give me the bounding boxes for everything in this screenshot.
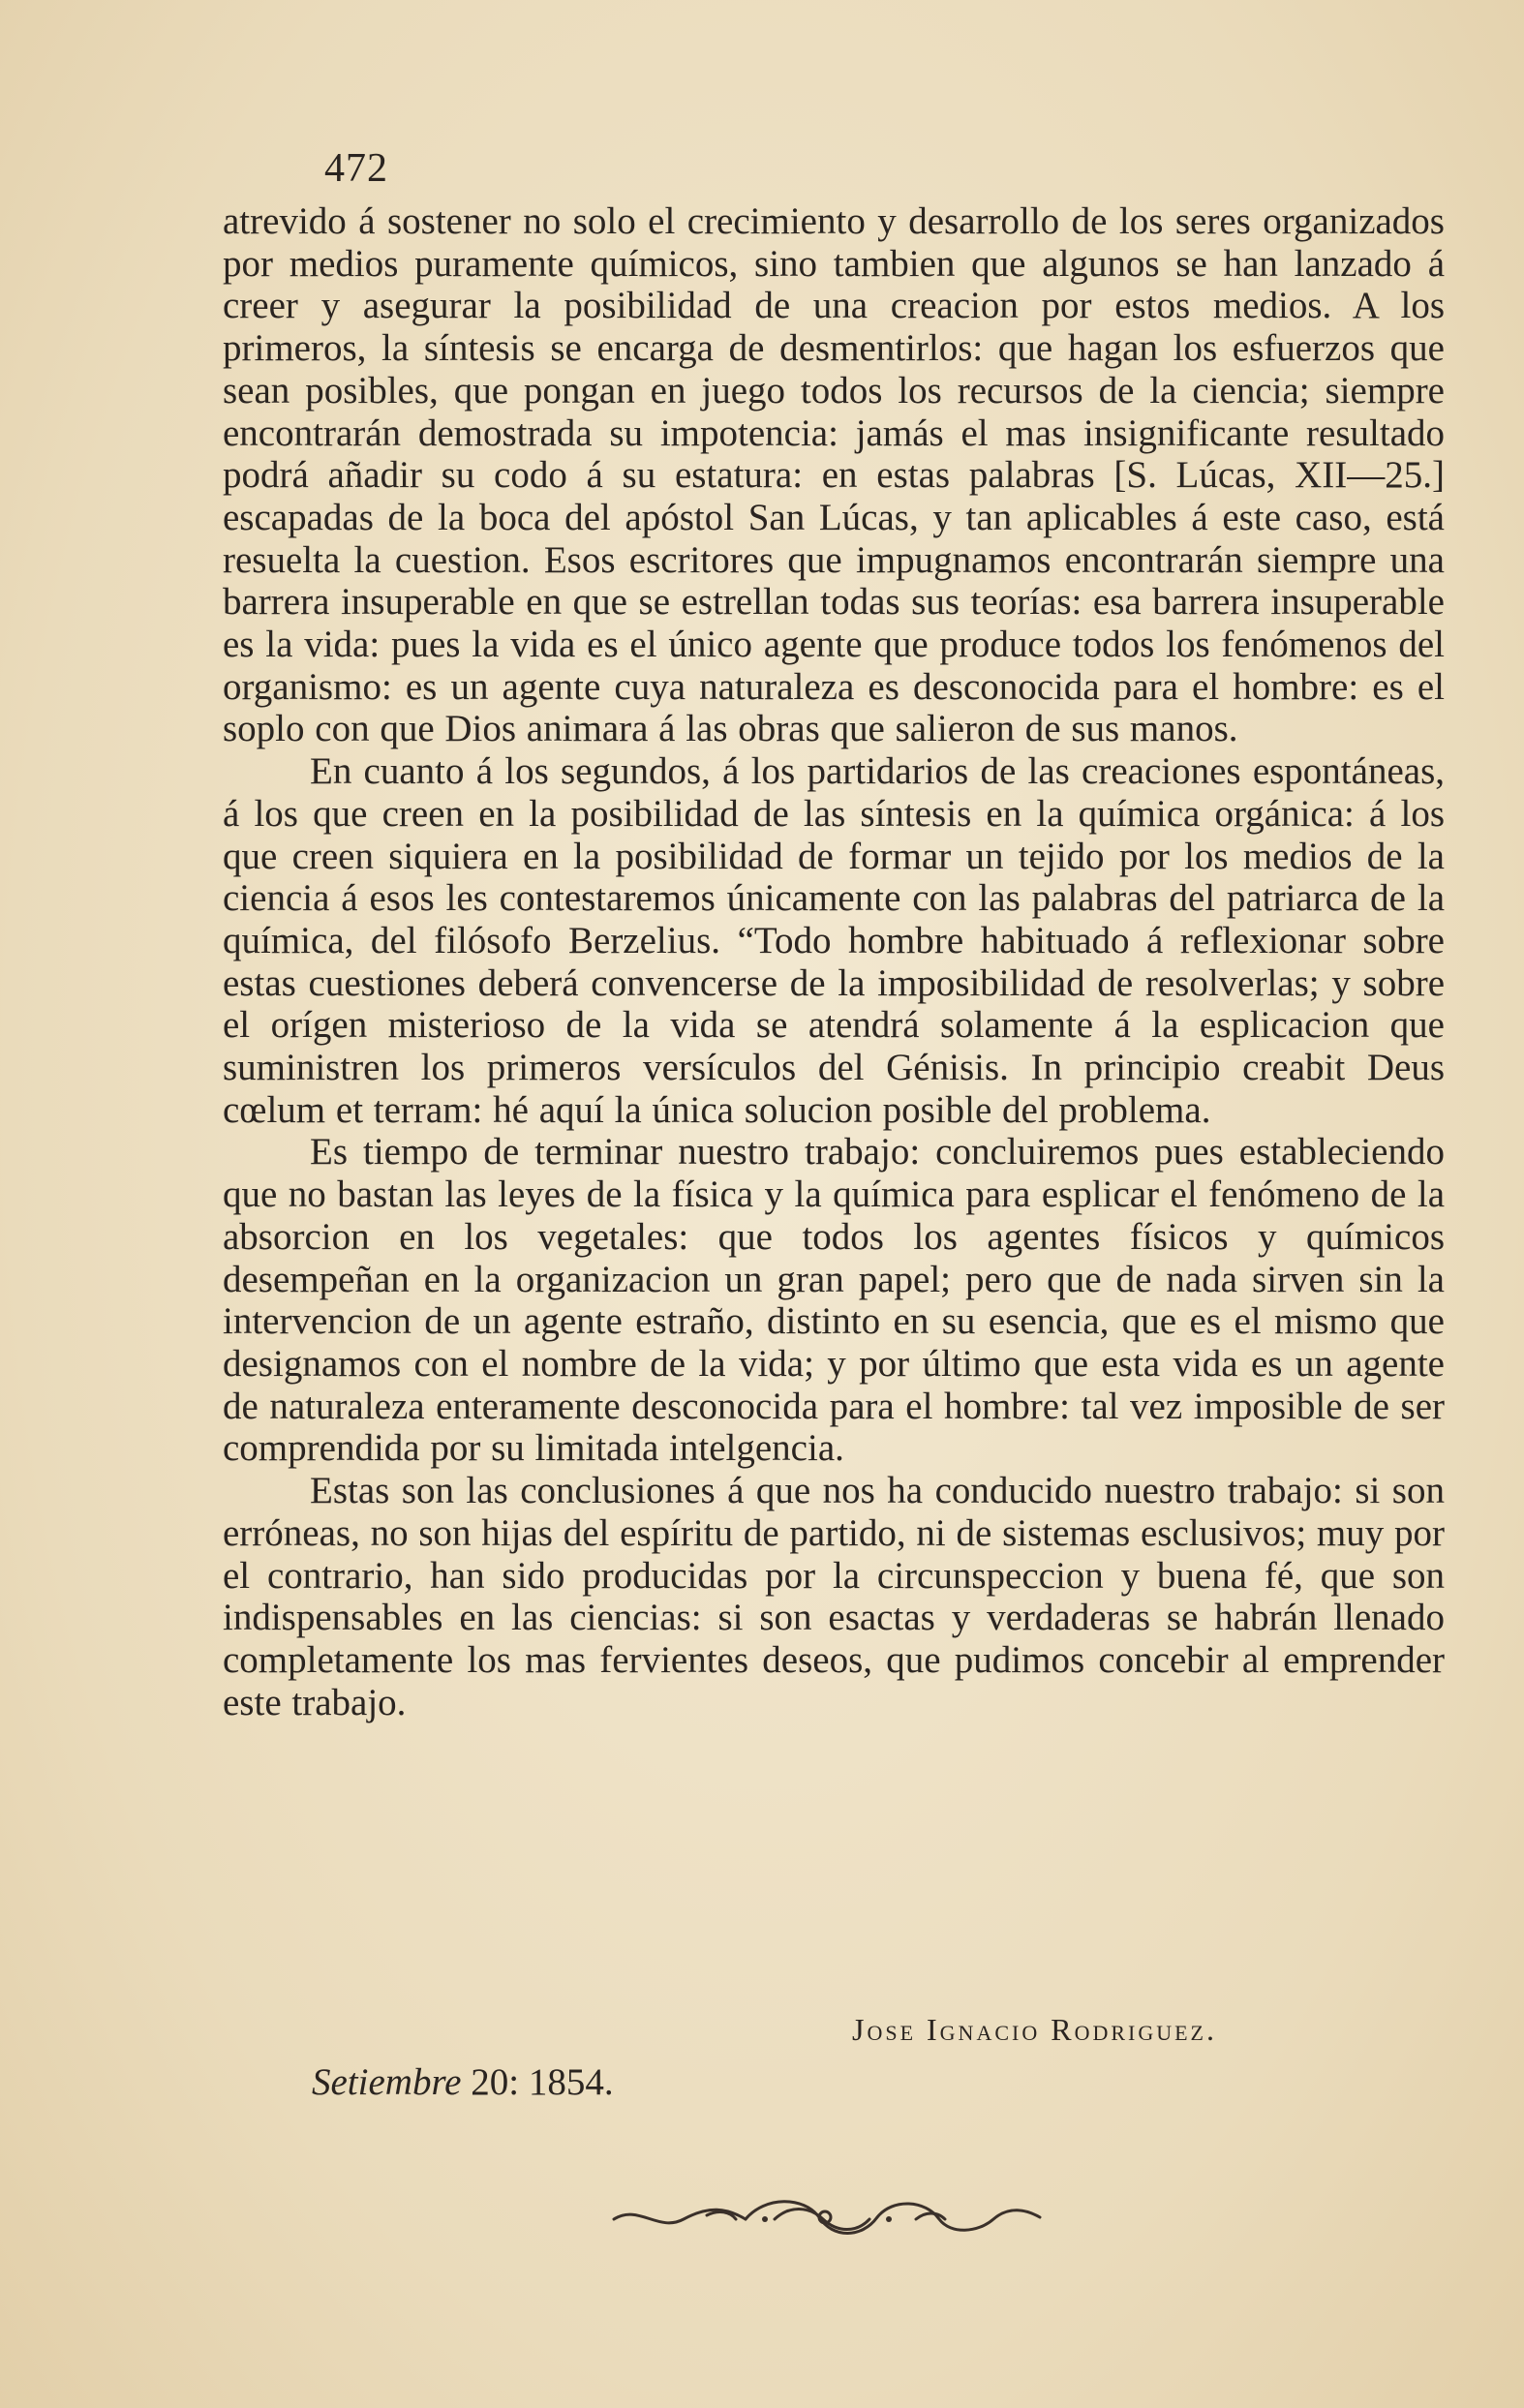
author-signature: Jose Ignacio Rodriguez. — [852, 2012, 1217, 2047]
date-line — [312, 2060, 614, 2104]
paragraph-2: En cuanto á los segundos, á los partidarios de las creaciones espontáneas, á los que creen en la posibilidad de las síntesis en la química orgánica: á los que creen siquiera en la posibilidad de formar un tejido por los medios de la ciencia á esos les contestaremos únicamente con las palabras del patriarca de la química, del filósofo Berzelius. “Todo hombre habituado á reflexionar sobre estas cuestiones deberá convencerse de la imposibilidad de resolverlas; y sobre el orígen misterioso de la vida se atendrá solamente á la esplicacion que suministren los primeros versículos del Génisis. In principio creabit Deus cœlum et terram: hé aquí la única solucion posible del problema. — [223, 750, 1445, 1131]
page-number: 472 — [324, 146, 388, 191]
paragraph-1: atrevido á sostener no solo el crecimiento y desarrollo de los seres organizados por medios puramente químicos, sino tambien que algunos se han lanzado á creer y asegurar la posibilidad de una creacion por estos medios. A los primeros, la síntesis se encarga de desmentirlos: que hagan los esfuerzos que sean posibles, que pongan en juego todos los recursos de la ciencia; siempre encontrarán demostrada su impotencia: jamás el mas insignificante resultado podrá añadir su codo á su estatura: en estas palabras [S. Lúcas, XII—25.] escapadas de la boca del apóstol San Lúcas, y tan aplicables á este caso, está resuelta la cuestion. Esos escritores que impugnamos encontrarán siempre una barrera insuperable en que se estrellan todas sus teorías: esa barrera insuperable es la vida: pues la vida es el único agente que produce todos los fenómenos del organismo: es un agente cuya naturaleza es desconocida para el hombre: es el soplo con que Dios animara á las obras que salieron de sus manos. — [223, 200, 1445, 750]
date-day-year: 20: 1854. — [471, 2061, 614, 2103]
body-text — [223, 200, 1445, 1723]
date-month: Setiembre — [312, 2061, 462, 2103]
paragraph-4: Estas son las conclusiones á que nos ha conducido nuestro trabajo: si son erróneas, no son hijas del espíritu de partido, ni de sistemas esclusivos; muy por el contrario, han sido producidas por la circunspeccion y buena fé, que son indispensables en las ciencias: si son esactas y verdaderas se habrán llenado completamente los mas fervientes deseos, que pudimos concebir al emprender este trabajo. — [223, 1470, 1445, 1723]
ornament-flourish-icon — [610, 2190, 1044, 2244]
paragraph-3: Es tiempo de terminar nuestro trabajo: concluiremos pues estableciendo que no bastan las leyes de la física y la química para esplicar el fenómeno de la absorcion en los vegetales: que todos los agentes físicos y químicos desempeñan en la organizacion un gran papel; pero que de nada sirven sin la intervencion de un agente estraño, distinto en su esencia, que es el mismo que designamos con el nombre de la vida; y por último que esta vida es un agente de naturaleza enteramente desconocida para el hombre: tal vez imposible de ser comprendida por su limitada intelgencia. — [223, 1131, 1445, 1470]
